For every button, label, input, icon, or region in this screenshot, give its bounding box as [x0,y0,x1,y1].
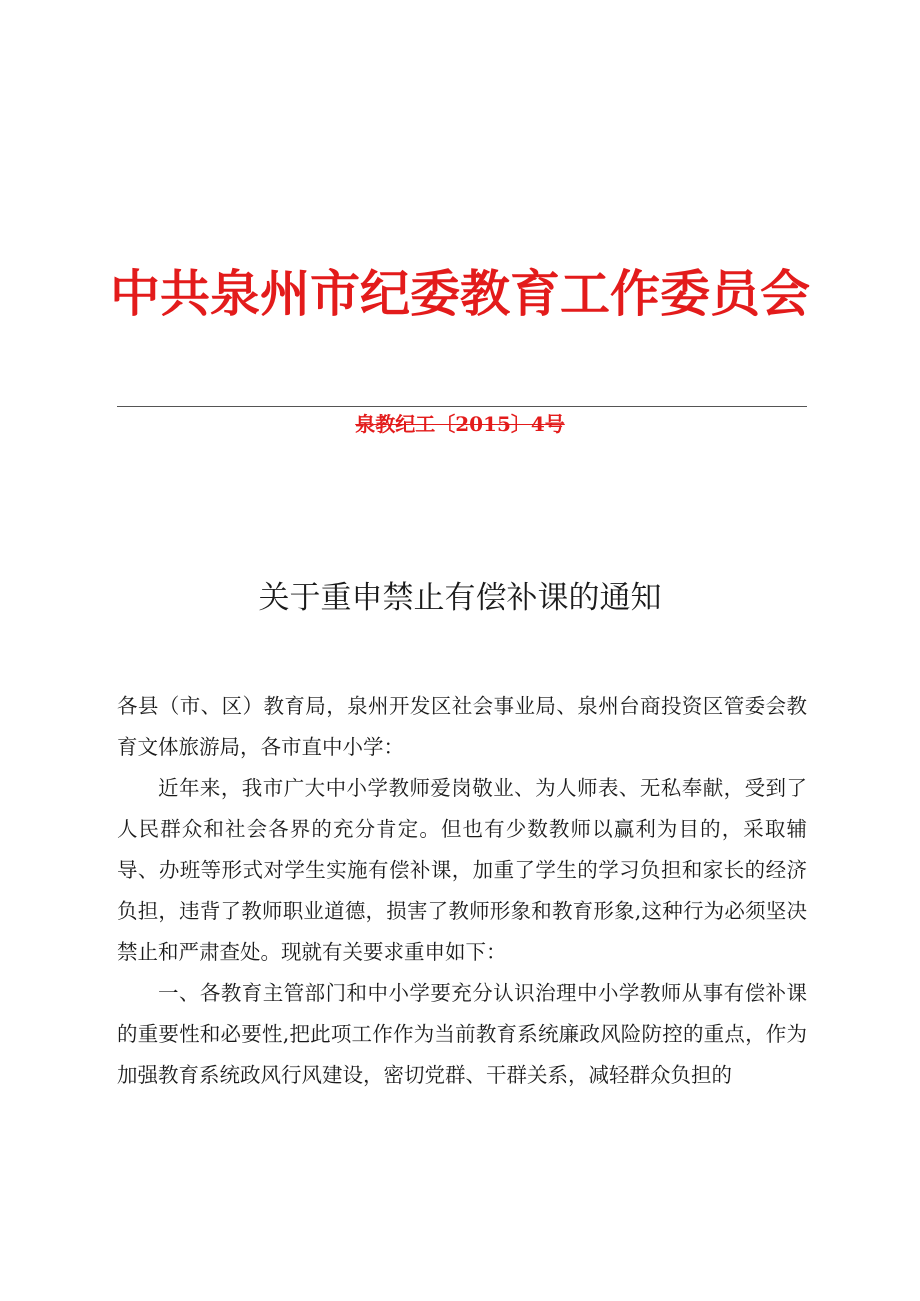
salutation: 各县（市、区）教育局，泉州开发区社会事业局、泉州台商投资区管委会教育文体旅游局，各市直中小学： [117,694,807,759]
notice-title: 关于重申禁止有偿补课的通知 [258,580,662,616]
document-number: 泉教纪工〔2015〕4号 [355,412,565,436]
paragraph-2: 一、各教育主管部门和中小学要充分认识治理中小学教师从事有偿补课的重要性和必要性,把此项工作作为当前教育系统廉政风险防控的重点，作为加强教育系统政风行风建设，密切党群、干群关系，减轻群众负担的 [117,981,807,1087]
header-divider [117,406,807,407]
paragraph-1: 近年来，我市广大中小学教师爱岗敬业、为人师表、无私奉献，受到了人民群众和社会各界的充分肯定。但也有少数教师以赢利为目的，采取辅导、办班等形式对学生实施有偿补课，加重了学生的学习负担和家长的经济负担，违背了教师职业道德，损害了教师形象和教育形象,这种行为必须坚决禁止和严肃查处。现就有关要求重申如下： [117,776,807,964]
document-body [117,686,807,1096]
organization-title: 中共泉州市纪委教育工作委员会 [110,265,810,323]
